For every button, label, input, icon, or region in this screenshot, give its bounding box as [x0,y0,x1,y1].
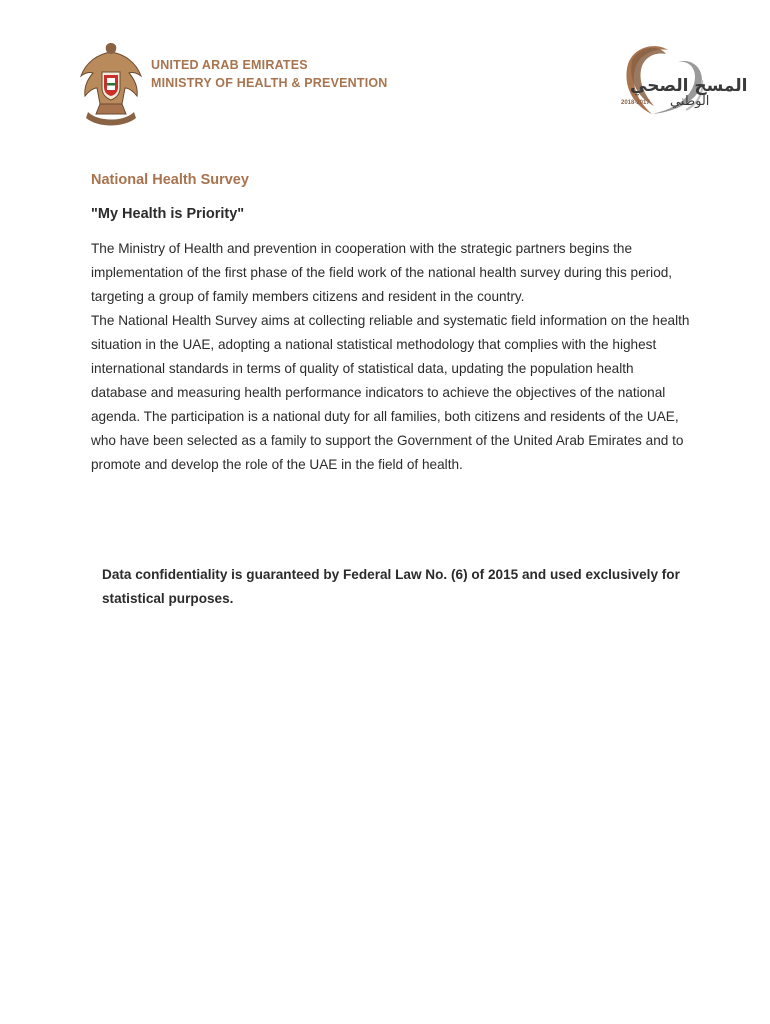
document-body [91,170,691,477]
ministry-line-1: UNITED ARAB EMIRATES [151,58,308,72]
page-header [0,0,770,140]
uae-falcon-emblem-icon [78,42,144,126]
page-title: National Health Survey [91,172,249,188]
logo-arabic-subtitle: الوطني [670,94,710,109]
confidentiality-notice: Data confidentiality is guaranteed by Federal Law No. (6) of 2015 and used exclusively for statistical purposes. [102,567,680,606]
ministry-name [151,56,388,92]
logo-years: 2018-2017 [621,100,650,106]
logo-arabic-title: المسح الصحي [630,76,748,96]
ministry-line-2: MINISTRY OF HEALTH & PREVENTION [151,76,388,90]
document-subtitle: "My Health is Priority" [91,206,245,222]
paragraph-intro: The Ministry of Health and prevention in cooperation with the strategic partners begins the implementation of the first phase of the field work of the national health survey during this period, targeting a group of family members citizens and resident in the country. [91,241,673,304]
paragraph-aims: The National Health Survey aims at collecting reliable and systematic field information on the health situation in the UAE, adopting a national statistical methodology that complies with the highest international standards in terms of quality of statistical data, updating the population health database and measuring health performance indicators to achieve the objectives of the national agenda. The participation is a national duty for all families, both citizens and residents of the UAE, who have been selected as a family to support the Government of the United Arab Emirates and to promote and develop the role of the UAE in the field of health. [91,313,690,472]
